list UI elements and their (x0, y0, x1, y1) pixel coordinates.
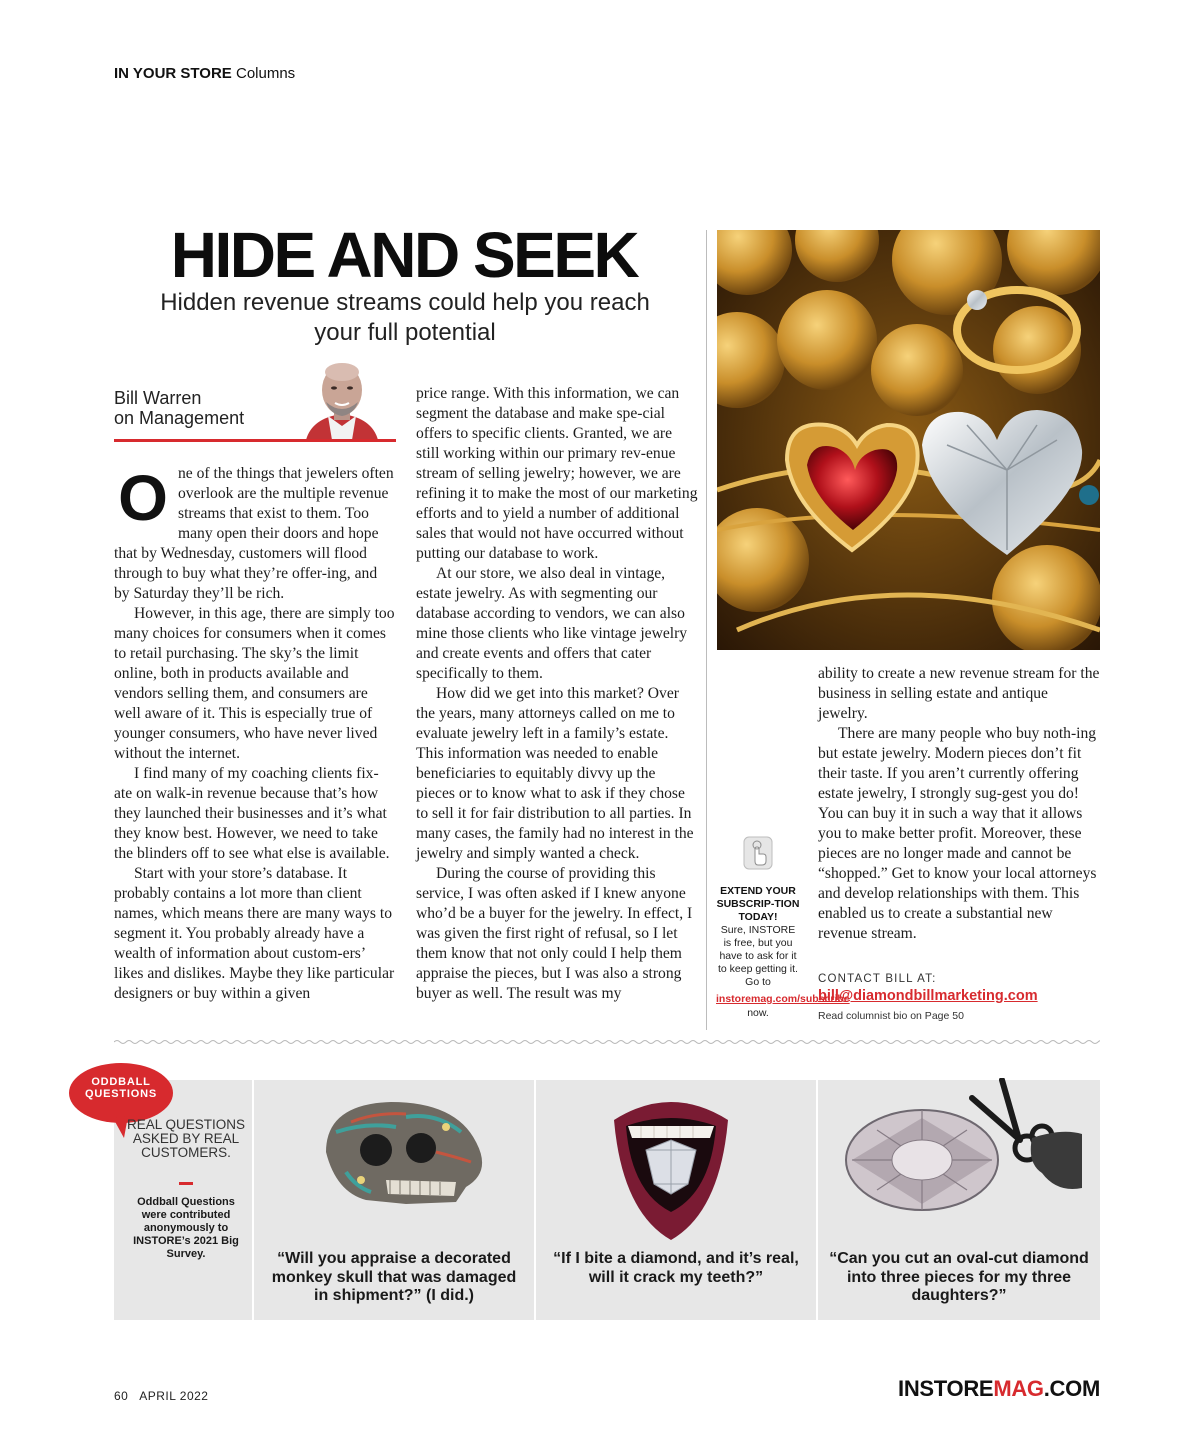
oddball-tagline: REAL QUESTIONS ASKED BY REAL CUSTOMERS. (126, 1117, 246, 1160)
touch-hand-icon (743, 836, 773, 870)
col2-paragraph: During the course of providing this service, I was often asked if I knew anyone who’d be a buyer for the jewelry. In effect, I was given the first right of refusal, so I let them know that not only could I help them appraise the pieces, but I was also a strong buyer as well. The result was my (416, 865, 693, 1002)
section-label-bold: IN YOUR STORE (114, 65, 232, 82)
decorated-skull-image (306, 1092, 496, 1212)
issue-date: APRIL 2022 (139, 1389, 209, 1403)
brand-part-a: INSTORE (898, 1376, 994, 1401)
oddball-question-2: “If I bite a diamond, and it’s real, will it crack my teeth?” (553, 1250, 799, 1286)
oval-diamond-scissors-image (842, 1078, 1082, 1218)
byline-rule (114, 439, 396, 442)
byline (114, 388, 244, 428)
contact-label: CONTACT BILL AT: (818, 973, 937, 985)
page-number: 60 (114, 1389, 129, 1403)
oddball-question-1: “Will you appraise a decorated monkey skull that was damaged in shipment?” (I did.) (271, 1250, 517, 1304)
subscribe-sidebar (716, 836, 850, 1020)
col3-paragraph: There are many people who buy noth-ing but estate jewelry. Modern pieces don’t fit their taste. If you aren’t currently offering estate jewelry, I strongly sug-gest you do! You can buy it in such a way that it allows you to make better profit. Moreover, these pieces are no longer made and cannot be “shopped.” Get to know your local attorneys and develop relationships with them. This enabled us to create a substantial new revenue stream. (818, 725, 1097, 942)
article-column-1 (114, 464, 396, 1004)
subscribe-link[interactable]: instoremag.com/subscribe (716, 993, 850, 1005)
dropcap-letter (114, 468, 172, 526)
jewelry-photo (717, 230, 1100, 650)
col1-paragraph: Start with your store’s database. It probably contains a lot more than client names, which means there are many ways to segment it. You probably already have a wealth of information about custom-ers’ likes and dislikes. Maybe they like particular designers or buy within a given (114, 865, 395, 1002)
col1-paragraph: I find many of my coaching clients fix-ate on walk-in revenue because that’s how they launched their businesses and it’s what they know best. However, we need to take the blinders off to see what else is available. (114, 765, 390, 862)
subscribe-after: now. (747, 1007, 769, 1019)
column-divider (706, 230, 707, 1030)
article-title: HIDE AND SEEK (170, 219, 638, 291)
oddball-dash (179, 1182, 193, 1185)
columnist-bio-note: Read columnist bio on Page 50 (818, 1010, 964, 1022)
biting-mouth-image (608, 1092, 734, 1242)
author-portrait (292, 356, 392, 440)
oddball-note: Oddball Questions were contributed anonymously to INSTORE’s 2021 Big Survey. (133, 1196, 239, 1260)
contact-email-link[interactable]: bill@diamondbillmarketing.com (818, 988, 1038, 1004)
col1-paragraph: ne of the things that jewelers often overlook are the multiple revenue streams that exist to them. Too many open their doors and hope that by Wednesday, customers will flood through to buy what they’re offer-ing, and by Saturday they’ll be rich. (114, 465, 394, 602)
section-label-rest: Columns (235, 65, 296, 82)
brand-part-b: MAG (993, 1376, 1044, 1401)
article-column-2 (416, 384, 698, 1004)
page-footer (114, 1389, 208, 1403)
col3-paragraph: ability to create a new revenue stream for the business in selling estate and antique jewelry. (818, 665, 1100, 722)
byline-name: Bill Warren (114, 388, 202, 408)
byline-topic: on Management (114, 408, 245, 428)
article-subtitle: Hidden revenue streams could help you reach your full potential (160, 289, 650, 346)
col1-paragraph: However, in this age, there are simply too many choices for consumers when it comes to retail purchasing. The sky’s the limit online, both in products available and vendors selling them, and consumers are well aware of it. This is especially true of younger consumers, who have never lived without the internet. (114, 605, 395, 762)
col2-paragraph: At our store, we also deal in vintage, estate jewelry. As with segmenting our database according to vendors, we can also mine those clients who like vintage jewelry and create events and offers that cater specifically to them. (416, 565, 688, 682)
section-label (114, 65, 295, 82)
col2-paragraph: price range. With this information, we can segment the database and make spe-cial offers to specific clients. Granted, we are still working within our primary rev-enue stream of selling jewelry; however, we are refining it to make the most of our marketing efforts and to yield a number of additional sales that would not have occurred without putting our database to work. (416, 385, 698, 562)
col2-paragraph: How did we get into this market? Over the years, many attorneys called on me to evaluate jewelry left in a family’s estate. This information was needed to enable beneficiaries to equitably divvy up the pieces or to know what to ask if they chose to sell it for fair distribution to all parties. In many cases, the family had no interest in the jewelry and simply wanted a check. (416, 685, 694, 862)
wavy-divider (114, 1038, 1100, 1046)
subscribe-title: EXTEND YOUR SUBSCRIP-TION TODAY! (716, 885, 800, 923)
oddball-bubble-text: ODDBALL QUESTIONS (85, 1076, 157, 1100)
dropcap-text: O (118, 468, 168, 526)
brand-part-c: .COM (1043, 1376, 1100, 1401)
subscribe-body: Sure, INSTORE is free, but you have to ask for it to keep getting it. Go to (718, 924, 798, 988)
article-column-3 (818, 664, 1100, 944)
brand-url (880, 1376, 1100, 1402)
oddball-question-3: “Can you cut an oval-cut diamond into three pieces for my three daughters?” (829, 1250, 1089, 1304)
